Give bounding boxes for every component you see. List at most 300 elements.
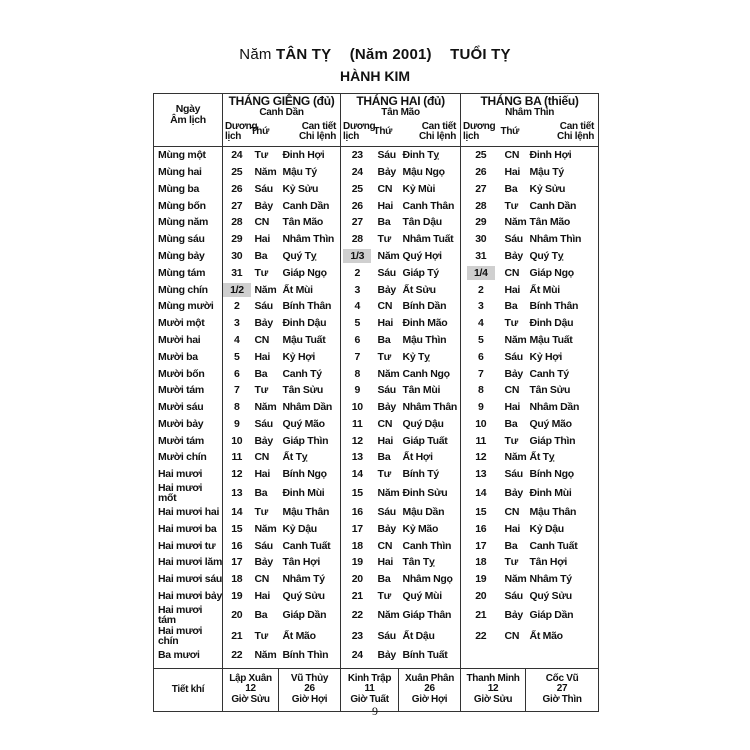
solar-date-value: 24 — [351, 165, 363, 178]
tiet-khi-day: 27 — [556, 683, 568, 695]
solar-date-value: 16 — [231, 539, 243, 552]
table-row — [154, 449, 599, 466]
canchi: Mậu Tuất — [526, 332, 599, 349]
solar-date-value: 29 — [475, 216, 487, 229]
solar-date — [461, 265, 501, 282]
lunar-day-label: Hai mươi mốt — [154, 483, 223, 504]
solar-date — [461, 248, 501, 265]
solar-date — [461, 504, 501, 521]
canchi: Mậu Dần — [399, 504, 461, 521]
weekday: Tư — [254, 629, 268, 642]
weekday: Bảy — [254, 317, 273, 330]
weekday: Hai — [254, 468, 270, 481]
canchi: Kỷ Tỵ — [399, 349, 461, 366]
table-row — [154, 265, 599, 282]
solar-date-value: 14 — [351, 468, 363, 481]
solar-date — [341, 433, 374, 450]
tiet-khi-hour: Giờ Hợi — [411, 693, 448, 705]
canchi: Ất Mùi — [279, 281, 341, 298]
solar-date-value: 19 — [475, 573, 487, 586]
solar-date-value: 6 — [233, 367, 240, 380]
table-row — [154, 504, 599, 521]
solar-date-value: 12 — [351, 434, 363, 447]
solar-date-value: 25 — [475, 149, 487, 162]
solar-date-value: 2 — [354, 266, 361, 279]
weekday: Tư — [254, 149, 268, 162]
weekday: Tư — [377, 233, 391, 246]
solar-date-value: 2 — [478, 283, 484, 296]
solar-date — [461, 281, 501, 298]
header-label: Can tiết — [421, 121, 457, 132]
canchi-header — [399, 118, 461, 147]
solar-date-value: 28 — [351, 233, 363, 246]
weekday: Năm — [254, 165, 277, 178]
solar-date-value: 24 — [351, 648, 363, 661]
canchi-header — [526, 118, 599, 147]
weekday: Tư — [377, 350, 391, 363]
solar-date-value: 17 — [351, 522, 363, 535]
weekday: Tư — [254, 266, 268, 279]
month-canchi: Tân Mão — [381, 106, 420, 118]
lunar-day-label: Mùng một — [154, 147, 223, 164]
solar-date — [341, 365, 374, 382]
solar-date-value: 20 — [351, 573, 363, 586]
weekday: Tư — [377, 590, 391, 603]
solar-date — [341, 349, 374, 366]
page-title — [0, 46, 750, 63]
header-label: Thứ — [250, 126, 270, 137]
solar-date — [223, 605, 251, 626]
canchi: Mậu Thìn — [399, 332, 461, 349]
solar-date — [461, 483, 501, 504]
solar-date — [461, 231, 501, 248]
month-canchi: Canh Dần — [259, 106, 304, 118]
lunar-day-label: Mùng tám — [154, 265, 223, 282]
lunar-day-label: Hai mươi chín — [154, 626, 223, 647]
canchi: Tân Mão — [526, 214, 599, 231]
solar-date-value: 19 — [231, 590, 243, 603]
solar-date — [223, 626, 251, 647]
canchi: Canh Tý — [279, 365, 341, 382]
solar-date — [341, 265, 374, 282]
solar-date-value: 20 — [475, 590, 487, 603]
solar-date — [341, 626, 374, 647]
table-row — [154, 332, 599, 349]
weekday: Năm — [504, 451, 527, 464]
solar-date — [341, 197, 374, 214]
lunar-day-label: Mười ba — [154, 349, 223, 366]
header-label: lịch — [463, 131, 480, 142]
table-row — [154, 647, 599, 668]
canchi: Tân Hợi — [279, 554, 341, 571]
canchi: Mậu Ngọ — [399, 164, 461, 181]
table-row — [154, 433, 599, 450]
weekday — [501, 647, 526, 668]
lunar-day-label: Hai mươi sáu — [154, 571, 223, 588]
solar-date — [223, 231, 251, 248]
solar-date — [223, 466, 251, 483]
table-row — [154, 231, 599, 248]
canchi: Canh Tý — [526, 365, 599, 382]
solar-date — [341, 521, 374, 538]
header-label: Thứ — [373, 126, 393, 137]
title-prefix: Năm — [239, 46, 272, 63]
solar-date — [461, 197, 501, 214]
table-row — [154, 349, 599, 366]
solar-date-value: 27 — [231, 199, 243, 212]
solar-date-value: 3 — [233, 317, 240, 330]
canchi: Đinh Dậu — [279, 315, 341, 332]
solar-date-value: 27 — [475, 182, 487, 195]
canchi: Quý Sửu — [526, 588, 599, 605]
solar-date — [461, 466, 501, 483]
lunar-day-label: Mùng chín — [154, 281, 223, 298]
canchi: Quý Mão — [279, 416, 341, 433]
solar-date — [341, 164, 374, 181]
lunar-day-label: Mùng năm — [154, 214, 223, 231]
solar-date — [461, 315, 501, 332]
calendar-table — [153, 93, 599, 712]
solar-date-value: 5 — [478, 333, 484, 346]
header-label: Dương — [225, 121, 258, 132]
weekday: Hai — [377, 434, 393, 447]
tiet-khi-name: Cốc Vũ — [545, 672, 579, 684]
solar-date-value: 10 — [351, 401, 363, 414]
solar-date — [223, 538, 251, 555]
solar-date-header — [223, 118, 258, 147]
solar-date-value: 31 — [475, 249, 487, 262]
solar-date — [461, 164, 501, 181]
solar-date — [461, 538, 501, 555]
solar-date-value: 15 — [475, 506, 487, 519]
solar-date-value: 13 — [475, 468, 487, 481]
solar-date — [341, 147, 374, 164]
solar-date — [461, 365, 501, 382]
solar-date — [223, 399, 251, 416]
header-label: Can tiết — [559, 121, 595, 132]
canchi: Bính Ngọ — [526, 466, 599, 483]
solar-date — [341, 483, 374, 504]
solar-date — [461, 214, 501, 231]
solar-date-value: 5 — [354, 317, 361, 330]
canchi: Kỷ Mão — [399, 521, 461, 538]
weekday: Sáu — [254, 417, 273, 430]
canchi: Bính Thân — [526, 298, 599, 315]
weekday: Năm — [377, 487, 400, 500]
solar-date — [461, 554, 501, 571]
header-label: Dương — [463, 121, 496, 132]
weekday: Ba — [254, 249, 268, 262]
canchi: Giáp Thìn — [526, 433, 599, 450]
solar-date-value: 11 — [475, 434, 487, 447]
weekday: Bảy — [504, 608, 523, 621]
weekday: Sáu — [254, 300, 273, 313]
canchi: Nhâm Dần — [279, 399, 341, 416]
solar-date-value: 15 — [231, 522, 243, 535]
weekday: Ba — [377, 451, 391, 464]
solar-date-value: 17 — [475, 539, 487, 552]
weekday: CN — [254, 333, 270, 346]
table-row — [154, 214, 599, 231]
table-row — [154, 281, 599, 298]
weekday: Ba — [504, 300, 518, 313]
table-row — [154, 315, 599, 332]
weekday: Bảy — [504, 249, 523, 262]
solar-date-value: 13 — [351, 451, 363, 464]
lunar-day-label: Mùng mười — [154, 298, 223, 315]
lunar-day-label: Hai mươi tư — [154, 538, 223, 555]
weekday: CN — [377, 182, 393, 195]
tiet-khi-hour: Giờ Thìn — [542, 693, 582, 705]
table-row — [154, 521, 599, 538]
tiet-khi-name: Vũ Thủy — [290, 672, 329, 684]
solar-date-value: 11 — [352, 417, 363, 430]
canchi: Nhâm Tuất — [399, 231, 461, 248]
weekday: Sáu — [504, 590, 523, 603]
solar-date — [223, 449, 251, 466]
weekday: CN — [377, 300, 393, 313]
solar-date-value: 6 — [354, 333, 361, 346]
solar-date-value: 12 — [231, 468, 243, 481]
solar-date — [461, 571, 501, 588]
solar-date — [461, 399, 501, 416]
table-row — [154, 365, 599, 382]
solar-date — [461, 332, 501, 349]
weekday: Năm — [377, 367, 400, 380]
solar-date-value: 22 — [351, 608, 363, 621]
canchi: Bính Tuất — [399, 647, 461, 668]
canchi: Ất Hợi — [399, 449, 461, 466]
tiet-khi-day: 12 — [487, 683, 499, 695]
canchi: Giáp Thìn — [279, 433, 341, 450]
table-row — [154, 588, 599, 605]
lunar-day-label: Hai mươi hai — [154, 504, 223, 521]
tiet-khi-name: Lập Xuân — [229, 672, 272, 684]
canchi: Quý Dậu — [399, 416, 461, 433]
tiet-khi-label: Tiết khí — [154, 668, 223, 711]
canchi: Mậu Tý — [526, 164, 599, 181]
weekday: Ba — [504, 182, 518, 195]
table-row — [154, 554, 599, 571]
solar-date-value: 18 — [475, 556, 487, 569]
lunar-day-label: Mùng bốn — [154, 197, 223, 214]
weekday: Năm — [254, 283, 277, 296]
solar-date — [341, 504, 374, 521]
header-label: lịch — [343, 131, 360, 142]
table-row — [154, 399, 599, 416]
canchi: Đinh Tỵ — [399, 147, 461, 164]
canchi: Kỷ Hợi — [526, 349, 599, 366]
canchi: Quý Sửu — [279, 588, 341, 605]
weekday: Hai — [254, 350, 270, 363]
solar-date — [341, 449, 374, 466]
weekday: Sáu — [377, 506, 396, 519]
solar-date — [223, 248, 251, 265]
weekday: CN — [504, 506, 520, 519]
solar-date — [461, 433, 501, 450]
lunar-day-label: Mười một — [154, 315, 223, 332]
solar-date — [223, 197, 251, 214]
month-name: THÁNG GIÊNG (đủ) — [228, 93, 335, 108]
solar-date-value: 4 — [478, 317, 484, 330]
weekday: Tư — [504, 556, 518, 569]
weekday: Năm — [504, 573, 527, 586]
weekday: Bảy — [377, 401, 396, 414]
solar-date — [223, 504, 251, 521]
table-row — [154, 538, 599, 555]
solar-date-value: 23 — [351, 149, 363, 162]
weekday: Năm — [504, 216, 527, 229]
canchi: Đinh Mão — [399, 315, 461, 332]
solar-date-value: 28 — [475, 199, 487, 212]
canchi: Tân Dậu — [399, 214, 461, 231]
solar-date-value: 8 — [354, 367, 361, 380]
tiet-khi-day: 12 — [245, 683, 256, 695]
tiet-khi-hour: Giờ Tuất — [350, 693, 389, 705]
solar-date-value: 30 — [475, 233, 487, 246]
canchi: Ất Sửu — [399, 281, 461, 298]
solar-date-value: 10 — [231, 434, 243, 447]
canchi: Mậu Tuất — [279, 332, 341, 349]
weekday: Tư — [254, 384, 268, 397]
canchi: Kỷ Sửu — [526, 181, 599, 198]
canchi: Ất Mão — [526, 626, 599, 647]
lunar-day-label: Mùng bảy — [154, 248, 223, 265]
solar-date-value: 6 — [478, 350, 484, 363]
table-row — [154, 147, 599, 164]
solar-date — [223, 365, 251, 382]
solar-date — [461, 626, 501, 647]
solar-date-value: 19 — [351, 556, 363, 569]
canchi: Nhâm Tý — [526, 571, 599, 588]
canchi: Giáp Ngọ — [279, 265, 341, 282]
solar-date-value: 18 — [231, 573, 243, 586]
table-row — [154, 298, 599, 315]
solar-date-value: 1/3 — [343, 249, 371, 264]
canchi: Tân Sửu — [279, 382, 341, 399]
canchi: Kỷ Mùi — [399, 181, 461, 198]
canchi: Giáp Ngọ — [526, 265, 599, 282]
table-row — [154, 197, 599, 214]
table-row — [154, 605, 599, 626]
month-name: THÁNG BA (thiếu) — [480, 93, 579, 108]
canchi: Canh Tuất — [279, 538, 341, 555]
weekday: Bảy — [377, 648, 396, 661]
canchi: Canh Thìn — [399, 538, 461, 555]
solar-date-value: 4 — [354, 300, 361, 313]
weekday: Hai — [377, 556, 393, 569]
lunar-day-label: Mười bảy — [154, 416, 223, 433]
month-name: THÁNG HAI (đủ) — [356, 93, 445, 108]
solar-date-value: 21 — [351, 590, 363, 603]
canchi: Giáp Dần — [279, 605, 341, 626]
canchi: Đinh Mùi — [279, 483, 341, 504]
solar-date — [461, 181, 501, 198]
solar-date-value: 16 — [351, 506, 363, 519]
solar-date — [223, 571, 251, 588]
solar-date — [341, 605, 374, 626]
header-label: Ngày — [175, 103, 201, 115]
solar-date-value: 29 — [231, 233, 243, 246]
solar-date-value: 8 — [478, 384, 484, 397]
canchi: Ất Mão — [279, 626, 341, 647]
canchi: Canh Dần — [279, 197, 341, 214]
lunar-day-label: Hai mươi bảy — [154, 588, 223, 605]
canchi: Nhâm Dần — [526, 399, 599, 416]
solar-date-value: 5 — [233, 350, 240, 363]
weekday-header — [374, 118, 399, 147]
solar-date-value: 20 — [231, 608, 243, 621]
weekday: CN — [377, 417, 393, 430]
weekday: Năm — [504, 333, 527, 346]
tiet-khi-day: 26 — [424, 683, 435, 695]
solar-date-value: 12 — [475, 451, 487, 464]
weekday: Sáu — [377, 149, 396, 162]
solar-date — [341, 588, 374, 605]
weekday: Sáu — [377, 629, 396, 642]
tiet-khi-name: Kinh Trập — [347, 672, 392, 684]
header-label: Thứ — [500, 126, 520, 137]
solar-date — [341, 466, 374, 483]
month-canchi: Nhâm Thìn — [505, 106, 555, 118]
solar-date — [341, 416, 374, 433]
solar-date-value: 18 — [351, 539, 363, 552]
solar-date — [461, 521, 501, 538]
weekday: CN — [504, 266, 520, 279]
lunar-day-label: Mười sáu — [154, 399, 223, 416]
header-label: Chi lệnh — [419, 131, 457, 142]
lunar-day-label: Mùng ba — [154, 181, 223, 198]
solar-date — [223, 588, 251, 605]
solar-date-value: 1/2 — [223, 283, 251, 298]
canchi: Quý Mùi — [399, 588, 461, 605]
solar-date-value: 26 — [475, 165, 487, 178]
canchi: Nhâm Thìn — [526, 231, 599, 248]
solar-date-value: 16 — [475, 522, 487, 535]
header-label: lịch — [225, 131, 242, 142]
weekday: Sáu — [504, 233, 523, 246]
canchi — [526, 647, 599, 668]
tiet-khi-day: 26 — [304, 683, 315, 695]
solar-date — [461, 349, 501, 366]
weekday: CN — [504, 149, 520, 162]
table-row — [154, 416, 599, 433]
lunar-day-label: Mười tám — [154, 433, 223, 450]
canchi: Quý Tỵ — [526, 248, 599, 265]
solar-date — [223, 554, 251, 571]
table-row — [154, 164, 599, 181]
lunar-day-header — [154, 94, 223, 147]
solar-date-value: 14 — [475, 487, 487, 500]
canchi: Tân Hợi — [526, 554, 599, 571]
canchi: Đinh Mùi — [526, 483, 599, 504]
weekday: Bảy — [377, 165, 396, 178]
canchi: Đinh Hợi — [279, 147, 341, 164]
solar-date — [223, 416, 251, 433]
weekday: Sáu — [254, 182, 273, 195]
solar-date — [223, 214, 251, 231]
solar-date — [461, 647, 501, 668]
solar-date-value: 7 — [478, 367, 484, 380]
solar-date-value: 2 — [233, 300, 240, 313]
canchi: Ất Mùi — [526, 281, 599, 298]
weekday: CN — [254, 216, 270, 229]
canchi: Bính Thân — [279, 298, 341, 315]
solar-date — [341, 399, 374, 416]
solar-date — [223, 181, 251, 198]
canchi: Quý Tỵ — [279, 248, 341, 265]
weekday: Bảy — [377, 283, 396, 296]
